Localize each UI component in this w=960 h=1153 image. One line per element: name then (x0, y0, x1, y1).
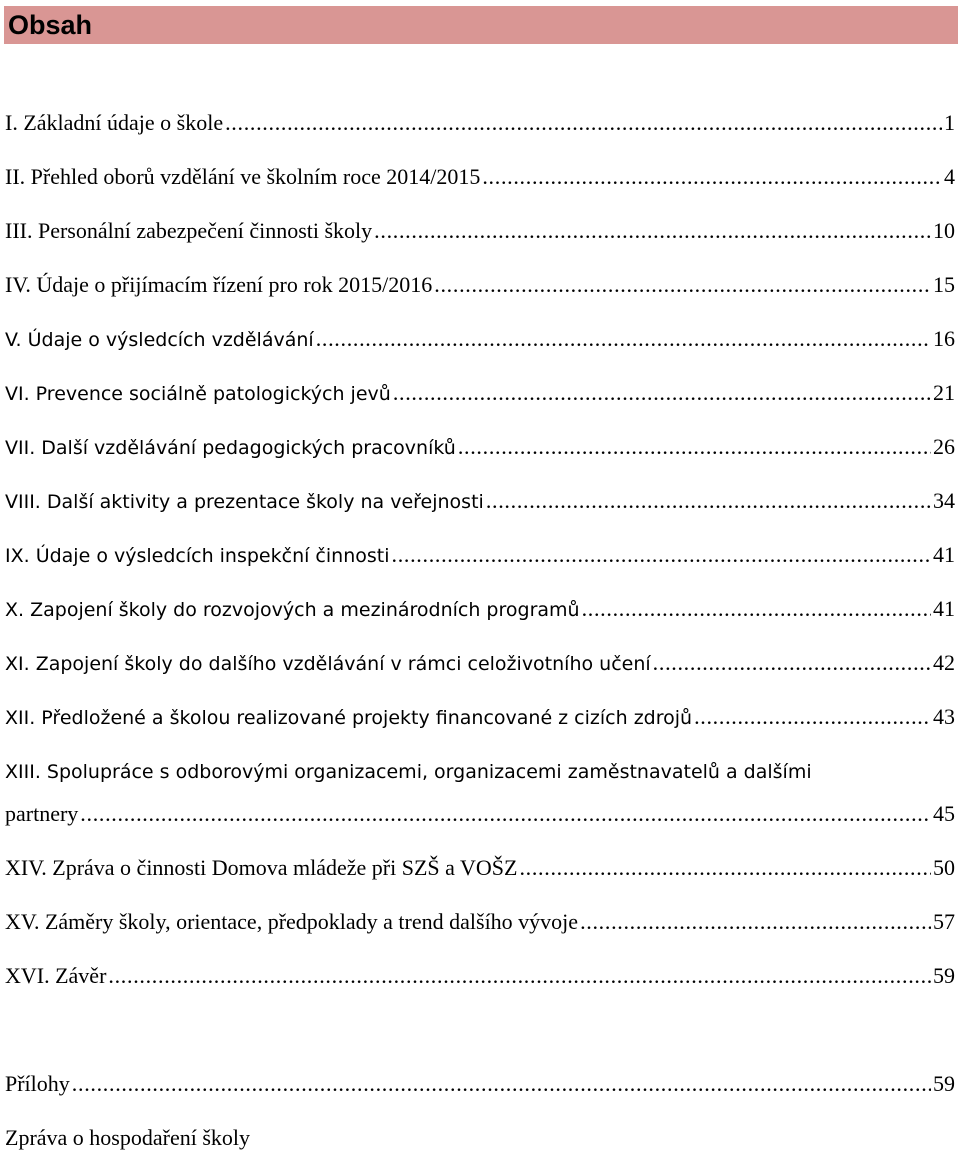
toc-entry-3[interactable] (5, 218, 955, 244)
toc-entry-page: 26 (933, 434, 955, 459)
toc-entry-6[interactable] (5, 380, 955, 407)
dot-leader (374, 218, 931, 244)
toc-entry-page: 57 (933, 909, 955, 934)
dot-leader (694, 704, 931, 730)
toc-entry-label: I. Základní údaje o škole (5, 110, 224, 135)
toc-entry-page: 10 (933, 218, 955, 243)
toc-entry-page: 34 (933, 488, 955, 513)
toc-entry-12[interactable] (5, 704, 955, 731)
toc-entry-13[interactable] (5, 801, 955, 827)
toc-entry-label: XV. Záměry školy, orientace, předpoklady a trend dalšího vývoje (5, 909, 579, 934)
toc-entry-page: 45 (933, 801, 955, 826)
dot-leader (486, 488, 931, 514)
toc-entry-page: 21 (933, 380, 955, 405)
dot-leader (225, 110, 942, 136)
toc-entry-label: VII. Další vzdělávání pedagogických pracovníků (5, 437, 456, 459)
dot-leader (482, 164, 942, 190)
toc-entry-label: X. Zapojení školy do rozvojových a mezinárodních programů (5, 599, 580, 621)
toc-entry-page: 59 (933, 1071, 955, 1096)
toc-entry-11[interactable] (5, 650, 955, 677)
toc-entry-label: XII. Předložené a školou realizované projekty financované z cizích zdrojů (5, 707, 693, 729)
toc-entry-label: VI. Prevence sociálně patologických jevů (5, 383, 391, 405)
toc-entry-1[interactable] (5, 110, 955, 136)
toc-entry-page: 50 (933, 855, 955, 880)
toc-entry-page: 41 (933, 542, 955, 567)
toc-entry-7[interactable] (5, 434, 955, 461)
toc-entry-15[interactable] (5, 909, 955, 935)
dot-leader (580, 909, 931, 935)
toc-entry-page: 42 (933, 650, 955, 675)
toc-entry-16[interactable] (5, 963, 955, 989)
toc-entry-label: XI. Zapojení školy do dalšího vzdělávání v rámci celoživotního učení (5, 653, 651, 675)
toc-entry-4[interactable] (5, 272, 955, 298)
toc-entry-13-line1[interactable] (5, 758, 955, 785)
dot-leader (582, 596, 931, 622)
toc-entry-page: 4 (944, 164, 955, 189)
toc-entry-appendix[interactable] (5, 1071, 955, 1097)
toc-entry-page: 16 (933, 326, 955, 351)
toc-entry-page: 59 (933, 963, 955, 988)
toc-entry-5[interactable] (5, 326, 955, 353)
toc-entry-page: 1 (944, 110, 955, 135)
toc-heading-bar (4, 6, 958, 44)
toc-entry-label: Přílohy (5, 1071, 70, 1096)
dot-leader (653, 650, 931, 676)
toc-entry-page: 43 (933, 704, 955, 729)
toc-financial-report[interactable]: Zpráva o hospodaření školy (5, 1125, 250, 1150)
page-title: Obsah (8, 10, 93, 40)
dot-leader (392, 542, 932, 568)
toc-entry-page: 15 (933, 272, 955, 297)
dot-leader (316, 326, 931, 352)
toc-entry-label: XVI. Závěr (5, 963, 107, 988)
toc-entry-14[interactable] (5, 855, 955, 881)
toc-entry-8[interactable] (5, 488, 955, 515)
dot-leader (108, 963, 931, 989)
dot-leader (72, 1071, 931, 1097)
toc-entry-page: 41 (933, 596, 955, 621)
toc-entry-label: V. Údaje o výsledcích vzdělávání (5, 329, 314, 351)
toc-entry-2[interactable] (5, 164, 955, 190)
dot-leader (519, 855, 931, 881)
toc-entry-9[interactable] (5, 542, 955, 569)
toc-entry-label: XIII. Spolupráce s odborovými organizacemi, organizacemi zaměstnavatelů a dalšími (5, 761, 812, 783)
toc-entry-label: VIII. Další aktivity a prezentace školy na veřejnosti (5, 491, 484, 513)
toc-entry-label: II. Přehled oborů vzdělání ve školním roce 2014/2015 (5, 164, 481, 189)
toc-entry-label: IX. Údaje o výsledcích inspekční činnosti (5, 545, 390, 567)
toc-entry-10[interactable] (5, 596, 955, 623)
toc-entry-label: III. Personální zabezpečení činnosti školy (5, 218, 373, 243)
toc-entry-label: IV. Údaje o přijímacím řízení pro rok 2015/2016 (5, 272, 433, 297)
toc-entry-label: XIV. Zpráva o činnosti Domova mládeže při SZŠ a VOŠZ (5, 855, 518, 880)
dot-leader (80, 801, 931, 827)
dot-leader (458, 434, 931, 460)
dot-leader (393, 380, 931, 406)
dot-leader (434, 272, 931, 298)
toc-entry-label: partnery (5, 801, 79, 826)
